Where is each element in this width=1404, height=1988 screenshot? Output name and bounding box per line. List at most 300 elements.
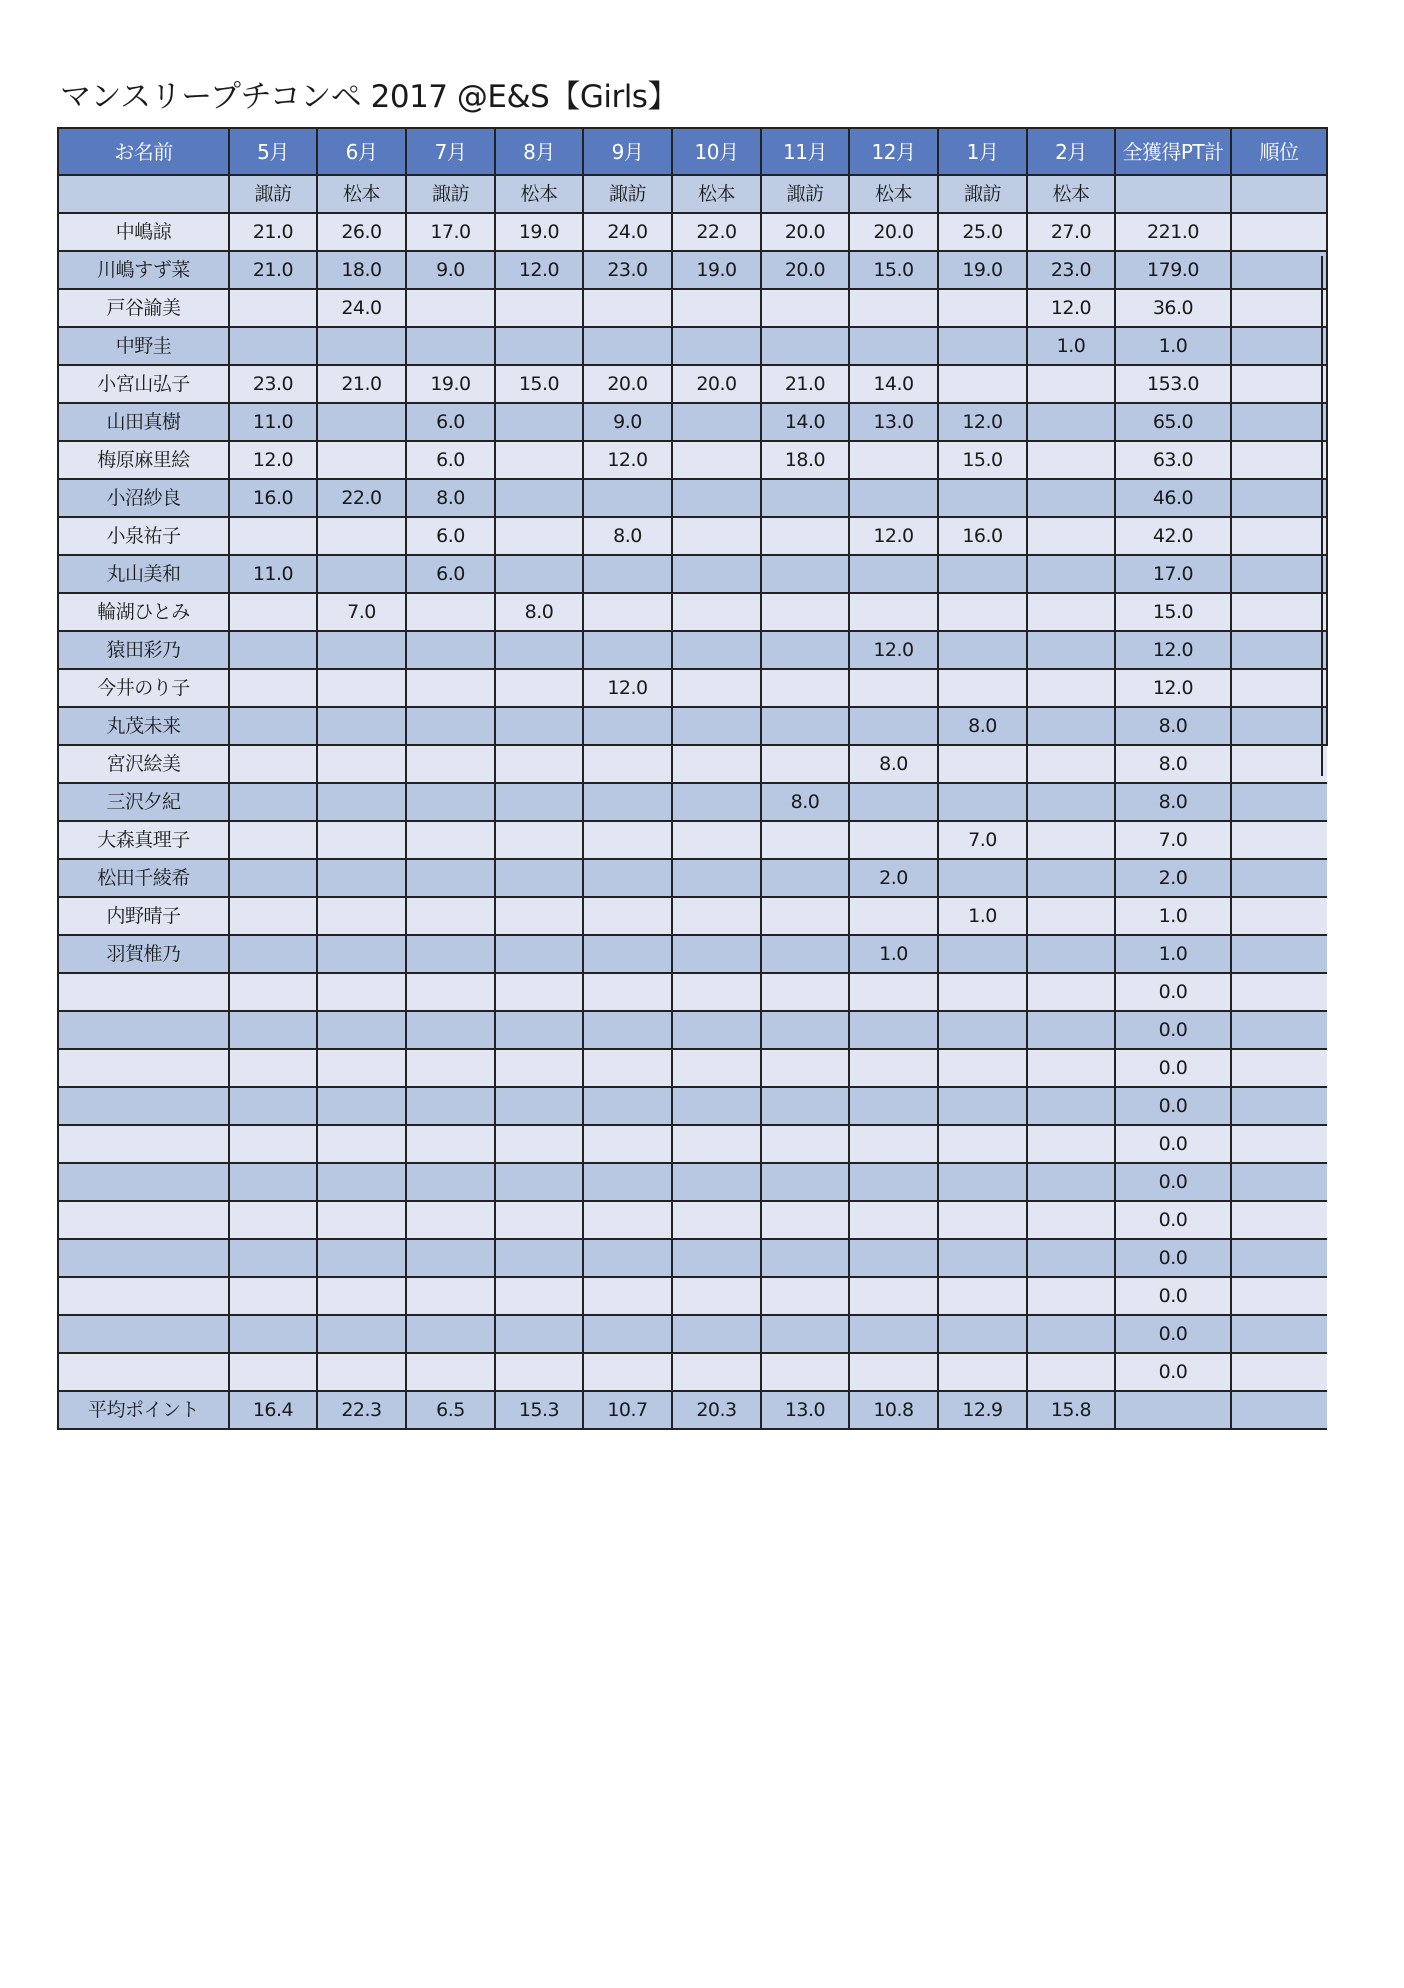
score-cell: [849, 1353, 938, 1391]
score-cell: [938, 1353, 1027, 1391]
score-cell: [761, 631, 849, 669]
score-cell: 15.0: [938, 441, 1027, 479]
total-cell: 0.0: [1115, 1163, 1231, 1201]
score-cell: 14.0: [849, 365, 938, 403]
score-cell: [938, 859, 1027, 897]
score-cell: 19.0: [495, 213, 583, 251]
rank-cell: [1231, 1277, 1327, 1315]
score-cell: [229, 1087, 317, 1125]
score-cell: [672, 1125, 761, 1163]
score-cell: [317, 1201, 406, 1239]
player-name: 今井のり子: [58, 669, 229, 707]
score-cell: 16.0: [229, 479, 317, 517]
score-cell: 1.0: [1027, 327, 1115, 365]
score-cell: 8.0: [849, 745, 938, 783]
average-cell: 6.5: [406, 1391, 495, 1429]
score-cell: [672, 1353, 761, 1391]
score-cell: [849, 555, 938, 593]
score-cell: [938, 935, 1027, 973]
header-total: 全獲得PT計: [1115, 128, 1231, 175]
score-cell: [1027, 1087, 1115, 1125]
header-month: 10月: [672, 128, 761, 175]
score-cell: [495, 935, 583, 973]
score-cell: [229, 897, 317, 935]
score-cell: [229, 935, 317, 973]
score-cell: 12.0: [849, 631, 938, 669]
rank-cell: [1231, 289, 1327, 327]
player-name: [58, 1353, 229, 1391]
score-cell: [761, 859, 849, 897]
score-cell: [317, 1125, 406, 1163]
score-cell: [406, 1011, 495, 1049]
average-cell: 15.8: [1027, 1391, 1115, 1429]
score-cell: [938, 973, 1027, 1011]
score-cell: [672, 593, 761, 631]
table-row: [58, 1163, 1327, 1201]
score-cell: [229, 745, 317, 783]
score-cell: 11.0: [229, 403, 317, 441]
header-month: 7月: [406, 128, 495, 175]
score-cell: [1027, 1011, 1115, 1049]
rank-cell: [1231, 1049, 1327, 1087]
average-cell: 20.3: [672, 1391, 761, 1429]
score-cell: [229, 1353, 317, 1391]
total-cell: 12.0: [1115, 669, 1231, 707]
player-name: 内野晴子: [58, 897, 229, 935]
score-cell: [406, 1315, 495, 1353]
score-cell: [406, 1353, 495, 1391]
rank-cell: [1231, 479, 1327, 517]
player-name: 戸谷諭美: [58, 289, 229, 327]
score-cell: [229, 517, 317, 555]
score-cell: 22.0: [317, 479, 406, 517]
score-cell: [1027, 1353, 1115, 1391]
score-cell: 8.0: [583, 517, 672, 555]
score-cell: 6.0: [406, 517, 495, 555]
player-name: 宮沢絵美: [58, 745, 229, 783]
table-row: [58, 935, 1327, 973]
table-row: [58, 1353, 1327, 1391]
score-cell: [229, 783, 317, 821]
score-cell: [317, 897, 406, 935]
average-total: [1115, 1391, 1231, 1429]
table-row: [58, 365, 1327, 403]
score-cell: [583, 289, 672, 327]
score-cell: [317, 1011, 406, 1049]
score-cell: [495, 821, 583, 859]
player-name: [58, 1087, 229, 1125]
total-cell: 0.0: [1115, 1353, 1231, 1391]
rank-cell: [1231, 631, 1327, 669]
score-cell: [229, 1125, 317, 1163]
header-row: [58, 128, 1327, 175]
rank-cell: [1231, 1315, 1327, 1353]
player-name: 松田千綾希: [58, 859, 229, 897]
score-cell: [1027, 403, 1115, 441]
score-cell: [761, 1353, 849, 1391]
score-cell: [672, 707, 761, 745]
score-cell: [495, 631, 583, 669]
score-cell: [495, 783, 583, 821]
score-cell: [1027, 1125, 1115, 1163]
score-cell: [938, 1277, 1027, 1315]
score-cell: [317, 1087, 406, 1125]
score-cell: [406, 1201, 495, 1239]
player-name: 小泉祐子: [58, 517, 229, 555]
score-cell: [672, 1315, 761, 1353]
score-cell: [583, 935, 672, 973]
score-cell: [495, 441, 583, 479]
score-cell: 21.0: [229, 213, 317, 251]
score-cell: 24.0: [317, 289, 406, 327]
score-cell: [406, 859, 495, 897]
score-cell: [672, 1201, 761, 1239]
average-cell: 12.9: [938, 1391, 1027, 1429]
score-cell: [495, 327, 583, 365]
score-cell: [1027, 973, 1115, 1011]
score-cell: [1027, 745, 1115, 783]
rank-cell: [1231, 1125, 1327, 1163]
score-cell: [672, 631, 761, 669]
score-cell: 19.0: [938, 251, 1027, 289]
score-cell: [938, 479, 1027, 517]
player-name: 丸山美和: [58, 555, 229, 593]
rank-cell: [1231, 973, 1327, 1011]
score-cell: [317, 1277, 406, 1315]
score-cell: [761, 555, 849, 593]
score-cell: [406, 593, 495, 631]
score-cell: [1027, 1163, 1115, 1201]
score-cell: [229, 1011, 317, 1049]
score-cell: [406, 783, 495, 821]
average-rank: [1231, 1391, 1327, 1429]
score-cell: [495, 1315, 583, 1353]
score-cell: 19.0: [406, 365, 495, 403]
player-name: [58, 1315, 229, 1353]
score-cell: [849, 1125, 938, 1163]
score-cell: [406, 1277, 495, 1315]
venue-total-blank: [1115, 175, 1231, 213]
score-cell: 6.0: [406, 555, 495, 593]
player-name: [58, 973, 229, 1011]
score-cell: [849, 707, 938, 745]
score-cell: [317, 1239, 406, 1277]
score-cell: 23.0: [1027, 251, 1115, 289]
header-month: 11月: [761, 128, 849, 175]
score-cell: [495, 1163, 583, 1201]
score-cell: [849, 289, 938, 327]
table-body: [58, 128, 1327, 1429]
venue-cell: 諏訪: [761, 175, 849, 213]
score-cell: 8.0: [761, 783, 849, 821]
score-cell: [761, 1125, 849, 1163]
score-cell: [317, 327, 406, 365]
score-cell: 21.0: [317, 365, 406, 403]
player-name: [58, 1163, 229, 1201]
rank-cell: [1231, 897, 1327, 935]
score-table: [57, 127, 1328, 1430]
score-cell: [672, 1049, 761, 1087]
score-cell: [672, 821, 761, 859]
score-cell: [1027, 821, 1115, 859]
score-cell: [849, 783, 938, 821]
score-cell: [849, 441, 938, 479]
score-cell: [938, 1011, 1027, 1049]
total-cell: 153.0: [1115, 365, 1231, 403]
score-cell: [495, 1201, 583, 1239]
score-cell: [672, 973, 761, 1011]
average-cell: 22.3: [317, 1391, 406, 1429]
score-cell: [406, 745, 495, 783]
rank-cell: [1231, 707, 1327, 745]
table-row: [58, 213, 1327, 251]
player-name: [58, 1049, 229, 1087]
score-cell: [495, 669, 583, 707]
score-cell: [938, 1125, 1027, 1163]
score-cell: [672, 859, 761, 897]
score-cell: [317, 1049, 406, 1087]
score-cell: [583, 555, 672, 593]
total-cell: 42.0: [1115, 517, 1231, 555]
score-cell: 23.0: [583, 251, 672, 289]
score-cell: [495, 1011, 583, 1049]
rank-cell: [1231, 1163, 1327, 1201]
score-cell: [317, 859, 406, 897]
score-cell: [761, 745, 849, 783]
score-cell: [406, 897, 495, 935]
venue-rank-blank: [1231, 175, 1327, 213]
score-cell: [761, 479, 849, 517]
venue-cell: 諏訪: [406, 175, 495, 213]
score-cell: [495, 403, 583, 441]
score-cell: 12.0: [1027, 289, 1115, 327]
score-cell: [229, 1277, 317, 1315]
score-cell: [761, 1239, 849, 1277]
player-name: 輪湖ひとみ: [58, 593, 229, 631]
table-row: [58, 669, 1327, 707]
score-cell: [495, 745, 583, 783]
score-cell: 21.0: [229, 251, 317, 289]
table-row: [58, 897, 1327, 935]
score-cell: [849, 1011, 938, 1049]
table-row: [58, 1239, 1327, 1277]
score-cell: [938, 289, 1027, 327]
score-cell: [317, 973, 406, 1011]
score-cell: [317, 707, 406, 745]
score-cell: [672, 1277, 761, 1315]
score-cell: [849, 973, 938, 1011]
score-cell: [1027, 783, 1115, 821]
score-cell: [317, 821, 406, 859]
table-right-border: [1321, 256, 1323, 776]
venue-cell: 松本: [849, 175, 938, 213]
score-cell: [583, 1011, 672, 1049]
score-cell: 22.0: [672, 213, 761, 251]
score-cell: [406, 973, 495, 1011]
score-cell: [849, 821, 938, 859]
table-row: [58, 1011, 1327, 1049]
average-cell: 16.4: [229, 1391, 317, 1429]
header-month: 6月: [317, 128, 406, 175]
rank-cell: [1231, 403, 1327, 441]
score-cell: [583, 1125, 672, 1163]
score-cell: 21.0: [761, 365, 849, 403]
score-cell: [1027, 631, 1115, 669]
score-cell: [938, 555, 1027, 593]
header-rank: 順位: [1231, 128, 1327, 175]
score-cell: [583, 783, 672, 821]
rank-cell: [1231, 935, 1327, 973]
table-row: [58, 707, 1327, 745]
score-cell: 20.0: [672, 365, 761, 403]
score-cell: [849, 669, 938, 707]
score-cell: [761, 289, 849, 327]
table-row: [58, 555, 1327, 593]
score-cell: 14.0: [761, 403, 849, 441]
table-row: [58, 783, 1327, 821]
player-name: 川嶋すず菜: [58, 251, 229, 289]
score-cell: [849, 1087, 938, 1125]
score-cell: [583, 1163, 672, 1201]
score-cell: [583, 1353, 672, 1391]
score-cell: [761, 669, 849, 707]
score-cell: [849, 593, 938, 631]
score-cell: 27.0: [1027, 213, 1115, 251]
score-cell: [229, 1239, 317, 1277]
score-cell: [583, 973, 672, 1011]
score-cell: [1027, 1201, 1115, 1239]
rank-cell: [1231, 441, 1327, 479]
score-cell: [938, 593, 1027, 631]
total-cell: 0.0: [1115, 1049, 1231, 1087]
score-cell: [229, 1201, 317, 1239]
rank-cell: [1231, 745, 1327, 783]
score-cell: [317, 783, 406, 821]
score-cell: [317, 403, 406, 441]
score-cell: [583, 479, 672, 517]
rank-cell: [1231, 517, 1327, 555]
total-cell: 8.0: [1115, 707, 1231, 745]
score-cell: 9.0: [406, 251, 495, 289]
score-cell: [317, 935, 406, 973]
score-cell: [495, 1277, 583, 1315]
score-cell: [229, 973, 317, 1011]
score-cell: [761, 821, 849, 859]
player-name: [58, 1239, 229, 1277]
table-row: [58, 1277, 1327, 1315]
total-cell: 0.0: [1115, 973, 1231, 1011]
score-cell: [849, 1277, 938, 1315]
score-cell: [761, 593, 849, 631]
player-name: 中野圭: [58, 327, 229, 365]
score-cell: [1027, 517, 1115, 555]
score-cell: [495, 555, 583, 593]
header-month: 2月: [1027, 128, 1115, 175]
score-cell: [495, 517, 583, 555]
score-cell: 16.0: [938, 517, 1027, 555]
total-cell: 8.0: [1115, 783, 1231, 821]
score-cell: 12.0: [229, 441, 317, 479]
score-cell: [583, 1201, 672, 1239]
table-row: [58, 859, 1327, 897]
score-cell: [406, 1087, 495, 1125]
score-cell: [672, 935, 761, 973]
score-cell: [1027, 1277, 1115, 1315]
venue-cell: 松本: [672, 175, 761, 213]
total-cell: 179.0: [1115, 251, 1231, 289]
score-cell: [761, 1201, 849, 1239]
score-cell: [672, 555, 761, 593]
score-cell: [495, 479, 583, 517]
score-cell: [229, 1163, 317, 1201]
score-cell: 11.0: [229, 555, 317, 593]
total-cell: 1.0: [1115, 897, 1231, 935]
score-cell: [938, 327, 1027, 365]
header-name: お名前: [58, 128, 229, 175]
rank-cell: [1231, 821, 1327, 859]
average-cell: 13.0: [761, 1391, 849, 1429]
score-cell: [317, 1353, 406, 1391]
score-cell: 15.0: [849, 251, 938, 289]
rank-cell: [1231, 1087, 1327, 1125]
score-cell: [406, 1049, 495, 1087]
score-cell: 6.0: [406, 441, 495, 479]
score-cell: [672, 745, 761, 783]
score-cell: [672, 1163, 761, 1201]
score-cell: [406, 669, 495, 707]
score-cell: [761, 517, 849, 555]
score-cell: [229, 859, 317, 897]
score-cell: [849, 479, 938, 517]
score-cell: [761, 1011, 849, 1049]
rank-cell: [1231, 365, 1327, 403]
score-cell: 15.0: [495, 365, 583, 403]
player-name: 小沼紗良: [58, 479, 229, 517]
venue-name-blank: [58, 175, 229, 213]
total-cell: 0.0: [1115, 1087, 1231, 1125]
average-cell: 10.8: [849, 1391, 938, 1429]
table-row: [58, 479, 1327, 517]
score-cell: 12.0: [849, 517, 938, 555]
score-cell: [938, 1049, 1027, 1087]
player-name: [58, 1201, 229, 1239]
score-cell: [761, 707, 849, 745]
score-cell: [583, 1277, 672, 1315]
score-cell: 1.0: [938, 897, 1027, 935]
player-name: 大森真理子: [58, 821, 229, 859]
score-cell: [406, 1125, 495, 1163]
score-cell: [672, 403, 761, 441]
table-row: [58, 1087, 1327, 1125]
score-cell: [672, 289, 761, 327]
total-cell: 221.0: [1115, 213, 1231, 251]
score-cell: [672, 441, 761, 479]
score-cell: [229, 593, 317, 631]
score-cell: 12.0: [583, 441, 672, 479]
score-cell: [938, 783, 1027, 821]
score-cell: [583, 1239, 672, 1277]
score-cell: [495, 1125, 583, 1163]
score-cell: 18.0: [317, 251, 406, 289]
score-cell: [672, 669, 761, 707]
rank-cell: [1231, 1011, 1327, 1049]
score-cell: [583, 897, 672, 935]
total-cell: 46.0: [1115, 479, 1231, 517]
score-cell: 25.0: [938, 213, 1027, 251]
score-cell: [1027, 365, 1115, 403]
average-row: [58, 1391, 1327, 1429]
total-cell: 0.0: [1115, 1125, 1231, 1163]
